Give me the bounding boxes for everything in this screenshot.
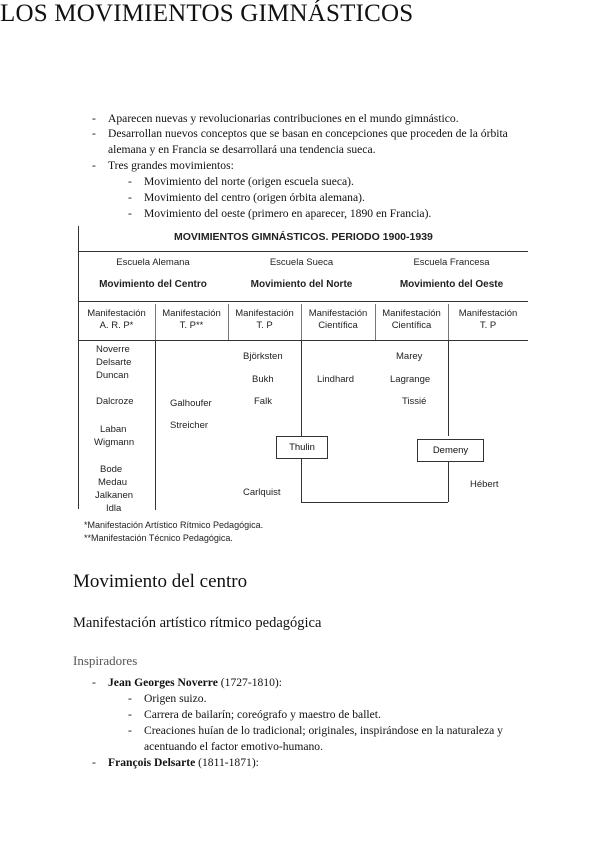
column-header-line: Manifestación <box>458 308 518 319</box>
sub-bullet-dash: - <box>128 175 132 188</box>
bullet-dash: - <box>92 159 96 172</box>
column-header <box>228 308 301 332</box>
intro-bullet: Tres grandes movimientos: <box>108 159 234 172</box>
table-cell: Medau <box>98 477 128 488</box>
table-cell: Bukh <box>252 374 274 385</box>
bottom-rule <box>301 502 448 503</box>
table-cell: Björksten <box>243 351 283 362</box>
column-header-line: A. R. P* <box>99 320 134 331</box>
table-cell: Tissié <box>402 396 427 407</box>
intro-bullet: Aparecen nuevas y revolucionarias contribuciones en el mundo gimnástico. <box>108 112 459 125</box>
table-cell: Carlquist <box>243 487 281 498</box>
footnote: *Manifestación Artístico Rítmico Pedagógica. <box>84 520 264 530</box>
movement-label: Movimiento del Centro <box>99 279 207 290</box>
table-title: MOVIMIENTOS GIMNÁSTICOS. PERIODO 1900-1939 <box>174 231 433 243</box>
movement-label: Movimiento del Oeste <box>399 279 504 290</box>
table-cell: Delsarte <box>96 357 132 368</box>
inspiradores-heading: Inspiradores <box>73 653 138 668</box>
person-detail-continuation: acentuando el factor emotivo-humano. <box>144 740 323 753</box>
school-label: Escuela Francesa <box>413 257 490 268</box>
table-cell: Falk <box>254 396 272 407</box>
table-cell: Idla <box>106 503 122 514</box>
table-rule <box>78 251 528 252</box>
sub-bullet: Movimiento del centro (origen órbita alemana). <box>144 191 365 204</box>
sub-bullet-dash: - <box>128 191 132 204</box>
demeny-box: Demeny <box>417 439 484 462</box>
thulin-box: Thulin <box>276 436 328 459</box>
column-divider <box>448 340 449 436</box>
column-divider <box>448 459 449 502</box>
table-cell: Lagrange <box>390 374 431 385</box>
sub-bullet-dash: - <box>128 724 132 737</box>
table-cell: Galhoufer <box>170 398 212 409</box>
section-heading: Movimiento del centro <box>73 571 248 592</box>
subsection-heading: Manifestación artístico rítmico pedagógica <box>73 615 322 631</box>
table-cell: Lindhard <box>317 374 354 385</box>
table-cell: Laban <box>100 424 127 435</box>
column-divider <box>301 340 302 436</box>
person-dates: (1727-1810): <box>217 676 282 689</box>
movement-label: Movimiento del Norte <box>250 279 353 290</box>
column-header-line: Científica <box>318 320 358 331</box>
column-divider <box>301 459 302 502</box>
column-header-line: Científica <box>391 320 432 331</box>
column-header-line: T. P <box>256 320 273 331</box>
bullet-dash: - <box>92 756 96 769</box>
intro-bullet-continuation: alemana y en Francia se desarrollará una tendencia sueca. <box>108 143 376 156</box>
person-detail: Origen suizo. <box>144 692 207 705</box>
column-header-line: Manifestación <box>308 308 368 319</box>
table-rule <box>78 340 528 341</box>
bullet-dash: - <box>92 112 96 125</box>
sub-bullet-dash: - <box>128 207 132 220</box>
table-cell: Bode <box>100 464 123 475</box>
table-cell: Dalcroze <box>96 396 134 407</box>
table-cell: Jalkanen <box>95 490 134 501</box>
table-cell: Noverre <box>96 344 130 355</box>
column-header-line: Manifestación <box>382 308 441 319</box>
person-detail: Creaciones huían de lo tradicional; originales, inspirándose en la naturaleza y <box>144 724 503 737</box>
column-header <box>448 308 528 332</box>
person-name: François Delsarte <box>108 756 196 769</box>
sub-bullet-dash: - <box>128 692 132 705</box>
page-title: LOS MOVIMIENTOS GIMNÁSTICOS <box>0 0 414 27</box>
movements-table <box>78 226 528 543</box>
footnote: **Manifestación Técnico Pedagógica. <box>84 533 233 543</box>
intro-bullet: Desarrollan nuevos conceptos que se basan en concepciones que proceden de la órbita <box>108 127 508 140</box>
person-detail: Carrera de bailarín; coreógrafo y maestro de ballet. <box>144 708 381 721</box>
school-label: Escuela Alemana <box>116 257 190 268</box>
column-divider <box>155 340 156 510</box>
column-header-line: Manifestación <box>162 308 221 319</box>
column-header <box>78 308 155 332</box>
column-header <box>301 308 375 332</box>
person-name: Jean Georges Noverre <box>108 676 218 689</box>
bullet-dash: - <box>92 676 96 689</box>
table-cell: Duncan <box>96 370 129 381</box>
person-dates: (1811-1871): <box>195 756 259 769</box>
sub-bullet: Movimiento del oeste (primero en aparecer, 1890 en Francia). <box>144 207 432 220</box>
person-entry <box>108 675 282 690</box>
column-header-line: T. P** <box>179 320 204 331</box>
table-rule <box>78 301 528 302</box>
sub-bullet-dash: - <box>128 708 132 721</box>
table-cell: Streicher <box>170 420 209 431</box>
table-cell: Wigmann <box>94 437 135 448</box>
bullet-dash: - <box>92 127 96 140</box>
table-cell: Marey <box>396 351 423 362</box>
person-entry <box>108 755 259 770</box>
column-header-line: Manifestación <box>235 308 294 319</box>
column-header <box>155 308 228 332</box>
column-header-line: Manifestación <box>87 308 146 319</box>
sub-bullet: Movimiento del norte (origen escuela sueca). <box>144 175 354 188</box>
table-cell: Hébert <box>470 479 499 490</box>
column-header-line: T. P <box>479 320 497 331</box>
school-label: Escuela Sueca <box>269 257 334 268</box>
column-header <box>375 308 448 332</box>
